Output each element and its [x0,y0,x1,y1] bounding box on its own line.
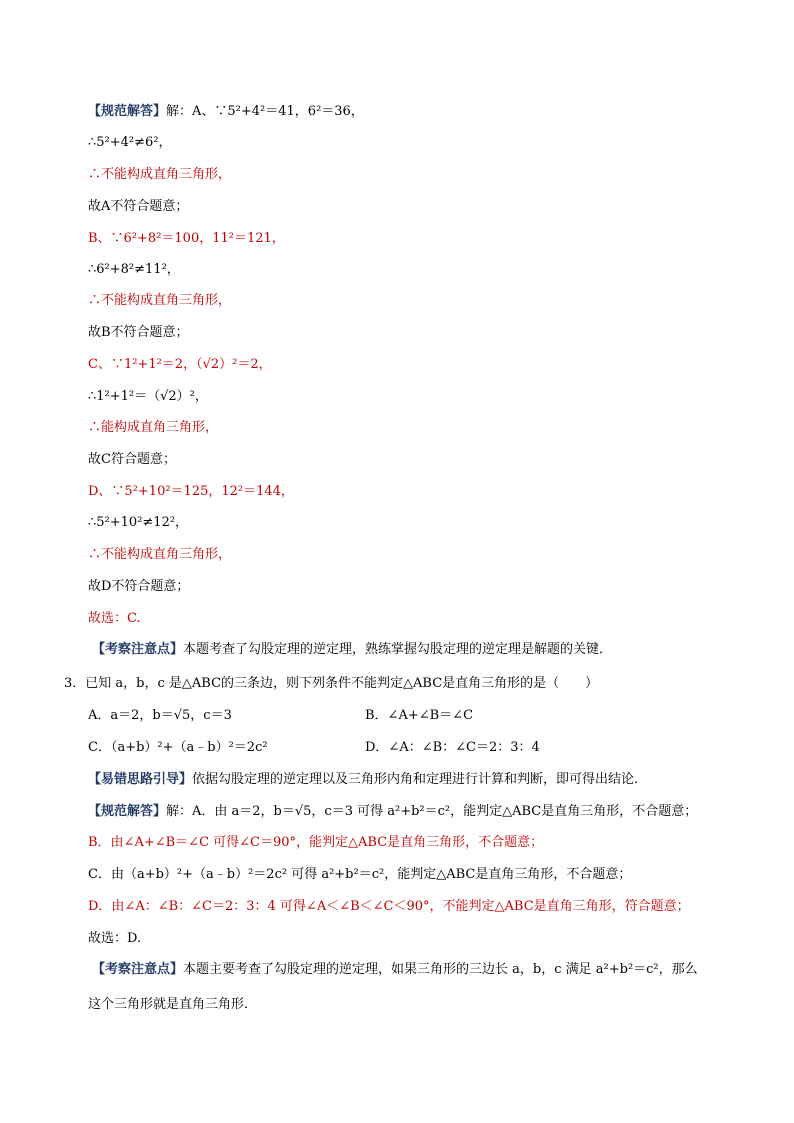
solution-line-17: 故选：C. [88,611,141,626]
solution-line-12: 故C符合题意； [88,452,176,467]
solution-line-7: ∴不能构成直角三角形， [88,293,232,308]
solution-line-2: ∴5²+4²≠6²， [88,135,172,150]
option-d: D．∠A：∠B：∠C＝2：3：4 [365,740,540,755]
option-b: B．∠A+∠B＝∠C [365,708,474,723]
note-text: 本题考查了勾股定理的逆定理，熟练掌握勾股定理的逆定理是解题的关键． [183,642,613,657]
q3-solution-tag: 【规范解答】 [88,804,167,819]
solution-line-3: ∴不能构成直角三角形， [88,167,232,182]
q3-note-line-2: 这个三角形就是直角三角形． [88,997,258,1012]
solution-line-15: ∴不能构成直角三角形， [88,547,232,562]
q3-solution-line-2: B．由∠A+∠B＝∠C 可得∠C＝90°，能判定△ABC是直角三角形，不合题意； [88,835,544,850]
solution-line-6: ∴6²+8²≠11²， [88,262,180,277]
hint-text: 依据勾股定理的逆定理以及三角形内角和定理进行计算和判断，即可得出结论． [192,772,648,787]
solution-line-9: C、∵1²+1²＝2，（√2）²＝2， [88,357,272,372]
q3-solution-line-5: 故选：D. [88,931,142,946]
note-line-1 [92,641,612,659]
solution-line-10: ∴1²+1²＝（√2）²， [88,389,208,404]
question-3-stem: 3．已知 a，b，c 是△ABC的三条边，则下列条件不能判定△ABC是直角三角形的是（ ） [64,676,599,691]
solution-line-8: 故B不符合题意； [88,325,189,340]
q3-note-tag: 【考察注意点】 [92,962,184,977]
q3-solution-line-3: C．由（a+b）²+（a﹣b）²＝2c² 可得 a²+b²＝c²，能判定△ABC是直角三角形，不合题意； [88,867,632,882]
q3-solution-text: 解：A．由 a＝2，b＝√5，c＝3 可得 a²+b²＝c²，能判定△ABC是直角三角形，不合题意； [166,804,698,819]
note-tag: 【考察注意点】 [92,642,184,657]
hint-tag: 【易错思路引导】 [88,772,193,787]
q3-note-line-1 [92,961,698,979]
option-a: A．a＝2，b＝√5，c＝3 [88,708,232,723]
q3-note-text: 本题主要考查了勾股定理的逆定理，如果三角形的三边长 a，b，c 满足 a²+b²＝c²，那么 [183,962,698,977]
solution-line-11: ∴能构成直角三角形， [88,420,219,435]
option-c: C．（a+b）²+（a﹣b）²＝2c² [88,740,268,755]
hint-line [88,771,647,789]
q3-solution-line-1 [88,803,697,821]
solution-line-5: B、∵6²+8²＝100，11²＝121， [88,231,285,246]
solution-line-14: ∴5²+10²≠12²， [88,515,189,530]
q3-solution-line-4: D．由∠A：∠B：∠C＝2：3：4 可得∠A＜∠B＜∠C＜90°，不能判定△ABC是直角三角形，符合题意； [88,899,690,914]
solution-text: 解：A、∵5²+4²＝41，6²＝36， [166,104,364,119]
solution-tag: 【规范解答】 [88,104,167,119]
solution-line-13: D、∵5²+10²＝125，12²＝144， [88,484,294,499]
solution-line-4: 故A不符合题意； [88,199,189,214]
solution-line-1 [88,103,364,121]
solution-line-16: 故D不符合题意； [88,579,190,594]
